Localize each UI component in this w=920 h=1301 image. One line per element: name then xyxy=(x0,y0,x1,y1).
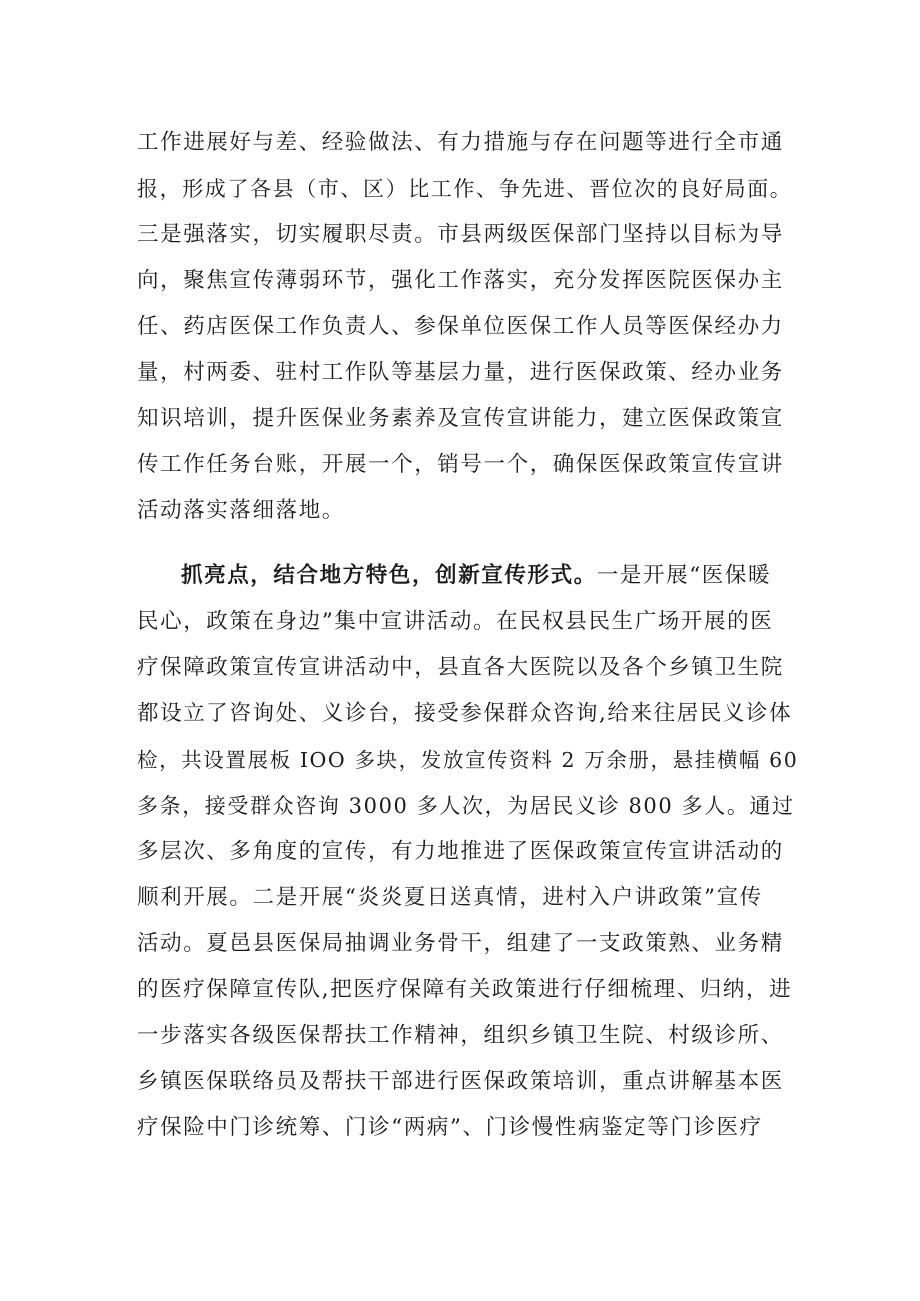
text-line: 都设立了咨询处、义诊台，接受参保群众咨询,给来往居民义诊体 xyxy=(137,701,793,726)
text-line: 多层次、多角度的宣传，有力地推进了医保政策宣传宣讲活动的 xyxy=(137,839,784,864)
text-line: 报，形成了各县（市、区）比工作、争先进、晋位次的良好局面。 xyxy=(137,177,793,201)
text-line: 向，聚焦宣传薄弱环节，强化工作落实，充分发挥医院医保办主 xyxy=(137,268,784,293)
text-line: 民心，政策在身边”集中宣讲活动。在民权县民生广场开展的医 xyxy=(137,609,774,634)
text-line: 活动。夏邑县医保局抽调业务骨干，组建了一支政策熟、业务精 xyxy=(137,931,784,956)
text-line: 传工作任务台账，开展一个，销号一个，确保医保政策宣传宣讲 xyxy=(137,452,784,477)
paragraph-text: 一是开展“医保暖 xyxy=(596,563,772,588)
paragraph-heading: 抓亮点，结合地方特色，创新宣传形式。 xyxy=(181,563,597,588)
text-line: 疗保障政策宣传宣讲活动中，县直各大医院以及各个乡镇卫生院 xyxy=(137,655,784,680)
text-line: 的医疗保障宣传队,把医疗保障有关政策进行仔细梳理、归纳，进 xyxy=(137,977,793,1002)
text-line: 多条，接受群众咨询 3000 多人次，为居民义诊 800 多人。通过 xyxy=(137,794,795,818)
text-line: 活动落实落细落地。 xyxy=(137,498,345,523)
text-line: 三是强落实，切实履职尽责。市县两级医保部门坚持以目标为导 xyxy=(137,222,784,247)
text-line: 一步落实各级医保帮扶工作精神，组织乡镇卫生院、村级诊所、 xyxy=(137,1023,784,1048)
text-line: 知识培训，提升医保业务素养及宣传宣讲能力，建立医保政策宣 xyxy=(137,406,784,431)
text-line: 疗保险中门诊统筹、门诊“两病”、门诊慢性病鉴定等门诊医疗 xyxy=(137,1115,763,1140)
text-line: 检，共设置展板 IOO 多块，发放宣传资料 2 万余册，悬挂横幅 60 xyxy=(137,748,799,772)
text-line: 顺利开展。二是开展“炎炎夏日送真情，进村入户讲政策”宣传 xyxy=(137,885,763,910)
text-line: 工作进展好与差、经验做法、有力措施与存在问题等进行全市通 xyxy=(137,130,784,155)
text-line: 乡镇医保联络员及帮扶干部进行医保政策培训，重点讲解基本医 xyxy=(137,1069,784,1094)
text-line: 量，村两委、驻村工作队等基层力量，进行医保政策、经办业务 xyxy=(137,360,784,385)
text-line: 任、药店医保工作负责人、参保单位医保工作人员等医保经办力 xyxy=(137,314,784,339)
paragraph-first-line xyxy=(181,559,797,593)
